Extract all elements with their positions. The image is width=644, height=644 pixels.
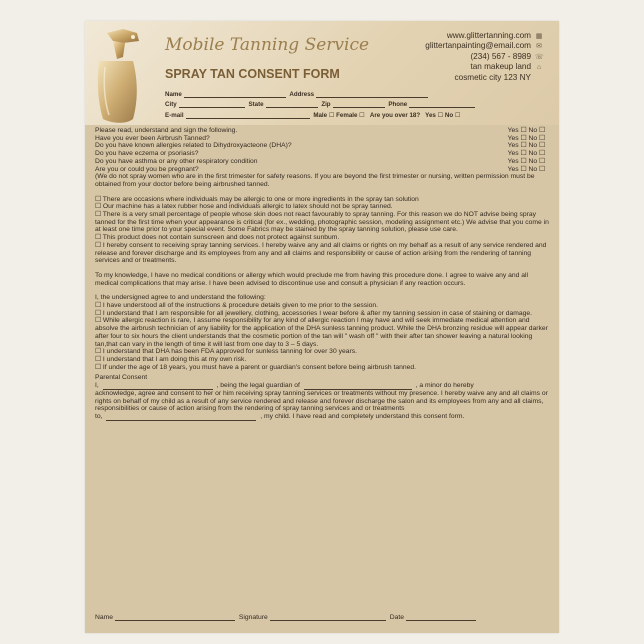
email-label: E-mail (165, 112, 184, 119)
agree-intro: I, the undersigned agree to and understand the following: (95, 294, 266, 302)
form-row-name (165, 91, 430, 98)
yes-no-checkboxes[interactable]: Yes ☐ No ☐ (507, 157, 545, 165)
intro-row (95, 127, 551, 135)
statement-item[interactable]: ☐ I understand that DHA has been FDA approved for sunless tanning for over 30 years. (95, 348, 357, 356)
name-field[interactable] (184, 91, 286, 98)
female-label: Female (336, 112, 358, 119)
contact-text: (234) 567 - 8989 (470, 51, 531, 61)
city-field[interactable] (179, 101, 245, 108)
question-text: Do you have eczema or psoriasis? (95, 150, 199, 158)
parental-text: I, (95, 382, 101, 390)
over18-yes-label: Yes (425, 112, 436, 119)
statement-item[interactable]: ☐ I understand that I am responsible for all jewellery, clothing, accessories I wear before & after my tanning session in case of staining or damage. (95, 309, 533, 317)
header (85, 21, 559, 125)
signature-name-label: Name (95, 614, 114, 621)
contact-phone (425, 52, 543, 62)
yes-no-checkboxes[interactable]: Yes ☐ No ☐ (507, 134, 545, 142)
question-row (95, 166, 551, 174)
question-text: Are you or could you be pregnant? (95, 165, 199, 173)
parental-text: to, (95, 412, 105, 420)
parental-text: , my child. I have read and completely understand this consent form. (258, 412, 465, 420)
yes-no-checkboxes[interactable]: Yes ☐ No ☐ (507, 127, 545, 134)
yes-no-checkboxes[interactable]: Yes ☐ No ☐ (507, 165, 545, 173)
contact-email (425, 41, 543, 51)
form-body (95, 127, 551, 421)
signature-label: Signature (238, 614, 268, 621)
parental-consent-title: Parental Consent (95, 374, 148, 382)
parental-text: , a minor do hereby (413, 382, 474, 390)
statement-item[interactable]: ☐ If under the age of 18 years, you must have a parent or guardian's consent before being airbrush tanned. (95, 363, 417, 371)
spray-gun-illustration (93, 27, 147, 125)
globe-icon: ▦ (535, 32, 543, 40)
statement-item[interactable]: ☐ I understand that I am doing this at my own risk. (95, 355, 247, 363)
minor-name-field[interactable] (304, 383, 412, 390)
contact-text: www.glittertanning.com (446, 31, 531, 40)
statement-item[interactable]: ☐ While allergic reaction is rare, I assume responsibility for any kind of allergic reaction I may have and will seek immediate medical attention and absolve the airbrush technician of any liability for the application of the DHA sunless tanning product. While the DHA bronzing residue will appear darker after four to six hours the client understands that the cosmetic portion of the tan will " wash off " with their after tan shower leaving a natural looking tan,that can vary in the length of time it will last from one day to 3 – 5 days. (95, 317, 548, 348)
question-row (95, 135, 551, 143)
statement-item[interactable]: ☐ There are occasions where individuals may be allergic to one or more ingredients in the spray tan solution (95, 195, 419, 203)
address-label: Address (289, 91, 315, 98)
child-name-field[interactable] (106, 414, 256, 421)
email-field[interactable] (186, 112, 310, 119)
city-label: City (165, 101, 177, 108)
female-checkbox[interactable]: ☐ (359, 112, 365, 119)
form-title: SPRAY TAN CONSENT FORM (165, 67, 340, 81)
zip-label: Zip (321, 101, 331, 108)
over18-no-label: No (444, 112, 454, 119)
pregnancy-note: (We do not spray women who are in the first trimester for safety reasons. If you are beyond the first trimester or nursing, written permission must be obtained from your doctor before being airbrushed tanned. (95, 173, 535, 188)
statement-item[interactable]: ☐ I have understood all of the instructions & procedure details given to me prior to the session. (95, 302, 378, 310)
question-row (95, 150, 551, 158)
yes-no-checkboxes[interactable]: Yes ☐ No ☐ (507, 150, 545, 158)
statement-item[interactable]: ☐ I hereby consent to receiving spray tanning services. I hereby waive any and all claims or rights on my behalf as a result of any service rendered and release and forever discharge and its employees from any and all claims and responsibility or cause of action arising from the rendering of tanning services and or treatments. (95, 241, 547, 265)
male-checkbox[interactable]: ☐ (328, 112, 335, 119)
knowledge-paragraph: To my knowledge, I have no medical conditions or allergy which would preclude me from having this procedure done. I agree to waive any and all medical complications that may arise. I have been advised to discontinue use and consult a physician if any reaction occurs. (95, 271, 528, 287)
contact-text: tan makeup land (470, 62, 531, 72)
guardian-name-field[interactable] (103, 383, 213, 390)
contact-text: cosmetic city 123 NY (454, 72, 531, 82)
signature-name-field[interactable] (115, 614, 235, 621)
date-field[interactable] (406, 614, 476, 621)
phone-icon: ☏ (535, 53, 544, 61)
over18-no-checkbox[interactable]: ☐ (454, 112, 461, 119)
address-field[interactable] (316, 91, 428, 98)
contact-city (425, 73, 543, 83)
male-label: Male (313, 112, 328, 119)
over18-label: Are you over 18? (369, 112, 421, 119)
signature-field[interactable] (270, 614, 386, 621)
contact-address (425, 62, 543, 72)
question-text: Do you have known allergies related to Dihydroxyacteone (DHA)? (95, 142, 292, 150)
question-text: Have you ever been Airbrush Tanned? (95, 134, 210, 142)
date-label: Date (389, 614, 404, 621)
zip-field[interactable] (333, 101, 385, 108)
signature-row (95, 614, 478, 621)
form-row-email (165, 112, 460, 119)
statement-item[interactable]: ☐ There is a very small percentage of people whose skin does not react favourably to spray tanning. For this reason we do NOT advise being spray tanned for the first time when your appearance is critical (for ex., wedding, photographic session, modeling assignment etc.) We advise that you come in at least one time prior to your special event. Some Fabrics may be stained by the spray tanning solution, please use care. (95, 211, 549, 234)
phone-field[interactable] (409, 101, 475, 108)
consent-form-flyer (85, 21, 559, 633)
home-icon: ⌂ (536, 63, 542, 71)
parental-line-1 (95, 382, 551, 390)
contact-website (425, 31, 543, 41)
name-label: Name (165, 91, 182, 98)
question-row (95, 158, 551, 166)
statement-item[interactable]: ☐ This product does not contain sunscreen and does not protect against sunbum. (95, 234, 340, 242)
phone-label: Phone (388, 101, 408, 108)
contact-text: glittertanpainting@email.com (425, 41, 531, 51)
intro-text: Please read, understand and sign the following. (95, 127, 238, 134)
mail-icon: ✉ (536, 43, 542, 51)
state-label: State (248, 101, 264, 108)
brand-name: Mobile Tanning Service (165, 35, 370, 55)
state-field[interactable] (266, 101, 318, 108)
contact-block (425, 31, 543, 83)
yes-no-checkboxes[interactable]: Yes ☐ No ☐ (507, 142, 545, 150)
parental-paragraph: acknowledge, agree and consent to her or him receiving spray tanning services or treatments without my presence. I hereby waive any and all claims or rights on behalf of my child as a result of any service rendered and release and forever discharge the salon and its employees from any and all claims, responsibilities or cause of action arising from the rendering of spray tanning services and or treatments (95, 389, 548, 413)
question-text: Do you have asthma or any other respiratory condition (95, 157, 258, 165)
over18-yes-checkbox[interactable]: ☐ (437, 112, 444, 119)
statement-item[interactable]: ☐ Our machine has a latex rubber hose and individuals allergic to latex should not be spray tanned. (95, 203, 393, 211)
parental-text: , being the legal guardian of (214, 382, 302, 390)
form-row-city (165, 101, 477, 108)
question-row (95, 142, 551, 150)
parental-line-3 (95, 413, 551, 421)
